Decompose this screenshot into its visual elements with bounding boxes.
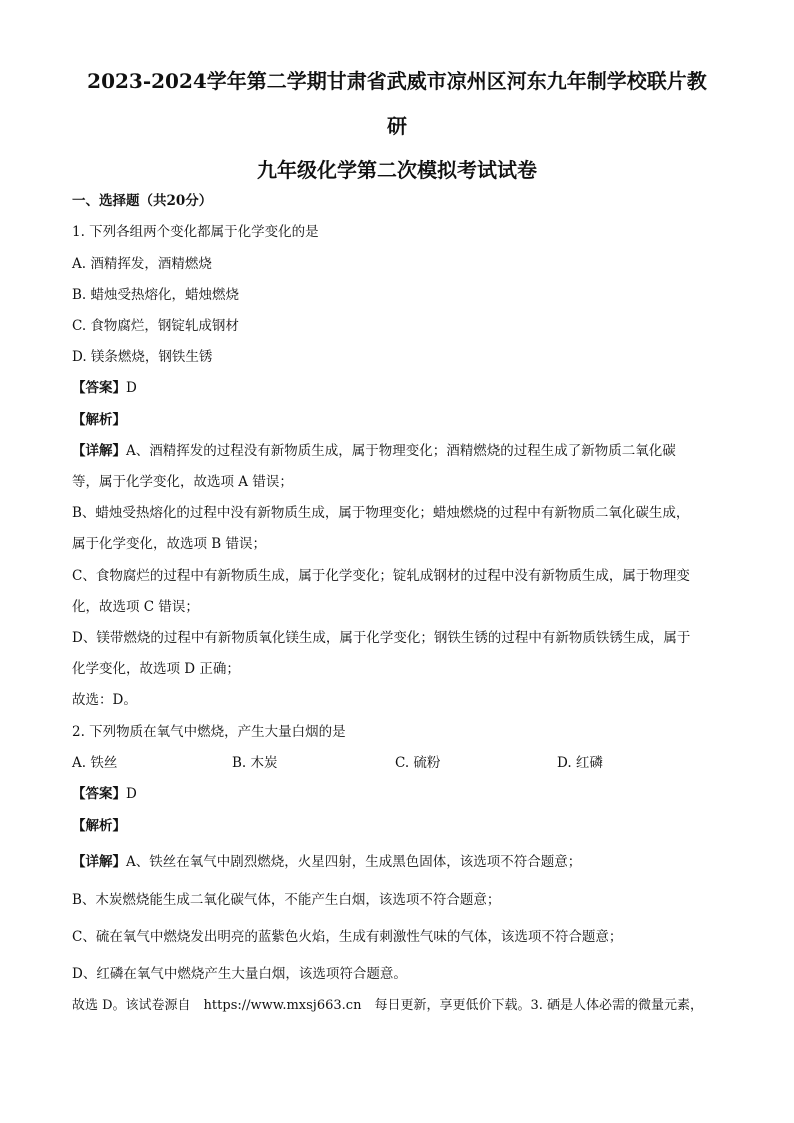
q2-option-c: C. 硫粉 <box>395 755 441 771</box>
q2-analysis-label <box>72 816 126 836</box>
q2-conclusion: 故选 D。该试卷源自 https://www.mxsj663.cn 每日更新，享更低价下载。3. 硒是人体必需的微量元素， <box>72 998 703 1013</box>
q1-detail-line-4: 属于化学变化，故选项 B 错误； <box>72 536 267 552</box>
q1-detail-line-5: C、食物腐烂的过程中有新物质生成，属于化学变化；锭轧成钢材的过程中没有新物质生成，属于物理变 <box>72 568 690 584</box>
q1-detail-line-3: B、蜡烛受热熔化的过程中没有新物质生成，属于物理变化；蜡烛燃烧的过程中有新物质二氧化碳生成， <box>72 505 690 521</box>
q1-option-b: B. 蜡烛受热熔化，蜡烛燃烧 <box>72 287 240 303</box>
q2-option-d: D. 红磷 <box>557 755 603 771</box>
q2-stem: 2. 下列物质在氧气中燃烧，产生大量白烟的是 <box>72 724 346 740</box>
q1-analysis-label <box>72 410 126 430</box>
q2-detail-line-1 <box>72 852 581 872</box>
q1-detail-line-2: 等，属于化学变化，故选项 A 错误； <box>72 474 293 490</box>
q1-option-d: D. 镁条燃烧，钢铁生锈 <box>72 349 213 365</box>
q2-detail-text-1: A、铁丝在氧气中剧烈燃烧，火星四射，生成黑色固体，该选项不符合题意； <box>126 854 582 870</box>
q2-detail-line-4: D、红磷在氧气中燃烧产生大量白烟，该选项符合题意。 <box>72 966 407 982</box>
q2-analysis-text: 【解析】 <box>72 818 126 834</box>
q2-answer-label: 【答案】 <box>72 786 126 802</box>
q2-option-b: B. 木炭 <box>232 755 278 771</box>
exam-subtitle: 九年级化学第二次模拟考试试卷 <box>257 158 537 182</box>
q1-answer <box>72 378 137 398</box>
q2-detail-line-2: B、木炭燃烧能生成二氧化碳气体，不能产生白烟，该选项不符合题意； <box>72 892 501 908</box>
q1-conclusion: 故选：D。 <box>72 692 137 708</box>
q1-answer-label: 【答案】 <box>72 380 126 396</box>
q2-answer-value: D <box>126 786 137 802</box>
exam-title-line-2: 研 <box>387 114 407 138</box>
q1-detail-text-1: A、酒精挥发的过程没有新物质生成，属于物理变化；酒精燃烧的过程生成了新物质二氧化碳 <box>126 443 676 459</box>
q1-option-a: A. 酒精挥发，酒精燃烧 <box>72 256 212 272</box>
q2-detail-line-3: C、硫在氧气中燃烧发出明亮的蓝紫色火焰，生成有刺激性气味的气体，该选项不符合题意； <box>72 929 623 945</box>
q1-detail-line-1 <box>72 441 676 461</box>
q1-detail-label: 【详解】 <box>72 443 126 459</box>
q1-stem: 1. 下列各组两个变化都属于化学变化的是 <box>72 224 319 240</box>
q1-detail-line-6: 化，故选项 C 错误； <box>72 599 199 615</box>
q2-answer <box>72 784 137 804</box>
section-heading-choice: 一、选择题（共20分） <box>72 193 213 209</box>
q1-detail-line-8: 化学变化，故选项 D 正确； <box>72 661 240 677</box>
exam-title-line-1: 2023-2024学年第二学期甘肃省武威市凉州区河东九年制学校联片教 <box>87 69 707 93</box>
q2-option-a: A. 铁丝 <box>72 755 118 771</box>
q1-answer-value: D <box>126 380 137 396</box>
q1-detail-line-7: D、镁带燃烧的过程中有新物质氧化镁生成，属于化学变化；钢铁生锈的过程中有新物质铁锈生成，属于 <box>72 630 691 646</box>
q2-detail-label: 【详解】 <box>72 854 126 870</box>
q1-analysis-text: 【解析】 <box>72 412 126 428</box>
q1-option-c: C. 食物腐烂，钢锭轧成钢材 <box>72 318 239 334</box>
